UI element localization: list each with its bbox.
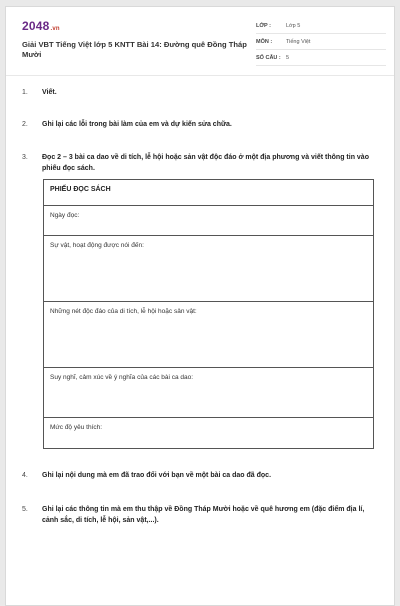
site-logo[interactable] [22, 19, 60, 33]
question-number: 3. [22, 154, 28, 161]
meta-value: Tiếng Việt [286, 38, 311, 45]
logo-main: 2048 [22, 19, 50, 33]
question-number: 2. [22, 121, 28, 128]
question-number: 5. [22, 506, 28, 513]
header-divider [6, 75, 394, 76]
question-2 [22, 119, 382, 130]
question-number: 1. [22, 89, 28, 96]
form-row-features[interactable]: Những nét độc đáo của di tích, lễ hội hoặc sản vật: [44, 302, 373, 368]
page-title: Giải VBT Tiếng Việt lớp 5 KNTT Bài 14: Đường quê Đồng Tháp Mười [22, 40, 247, 59]
form-row-thoughts[interactable]: Suy nghĩ, cảm xúc về ý nghĩa của các bài ca dao: [44, 368, 373, 418]
worksheet-page [5, 6, 395, 606]
question-5 [22, 504, 382, 526]
question-text: Ghi lại nội dung mà em đã trao đổi với bạn về một bài ca dao đã đọc. [42, 472, 272, 479]
question-text: Viết. [42, 89, 57, 96]
question-3 [22, 152, 382, 174]
meta-info [256, 18, 386, 66]
form-row-rating[interactable]: Mức độ yêu thích: [50, 424, 103, 431]
page-header [6, 7, 394, 71]
meta-row-class [256, 18, 386, 34]
form-header: PHIẾU ĐỌC SÁCH [44, 180, 373, 206]
meta-row-count [256, 50, 386, 66]
meta-row-subject [256, 34, 386, 50]
meta-value: 5 [286, 54, 290, 61]
question-number: 4. [22, 472, 28, 479]
form-row-date[interactable]: Ngày đọc: [44, 206, 373, 236]
reading-form [43, 179, 374, 449]
question-text: Ghi lại các thông tin mà em thu thập về Đồng Tháp Mười hoặc về quê hương em (đặc điểm địa lí, cảnh sắc, di tích, lễ hội, sản vật,...). [42, 506, 365, 524]
meta-value: Lớp 5 [286, 22, 301, 29]
form-row-topic[interactable]: Sự vật, hoạt động được nói đến: [44, 236, 373, 302]
question-4 [22, 470, 382, 481]
question-text: Đọc 2 – 3 bài ca dao về di tích, lễ hội hoặc sản vật độc đáo ở một địa phương và viết thông tin vào phiếu đọc sách. [42, 154, 369, 172]
meta-key: SỐ CÂU : [256, 54, 281, 61]
meta-key: MÔN : [256, 38, 273, 45]
question-text: Ghi lại các lỗi trong bài làm của em và dự kiến sửa chữa. [42, 121, 232, 128]
question-1 [22, 87, 382, 98]
logo-suffix: .vn [50, 26, 60, 32]
meta-key: LỚP : [256, 22, 271, 29]
